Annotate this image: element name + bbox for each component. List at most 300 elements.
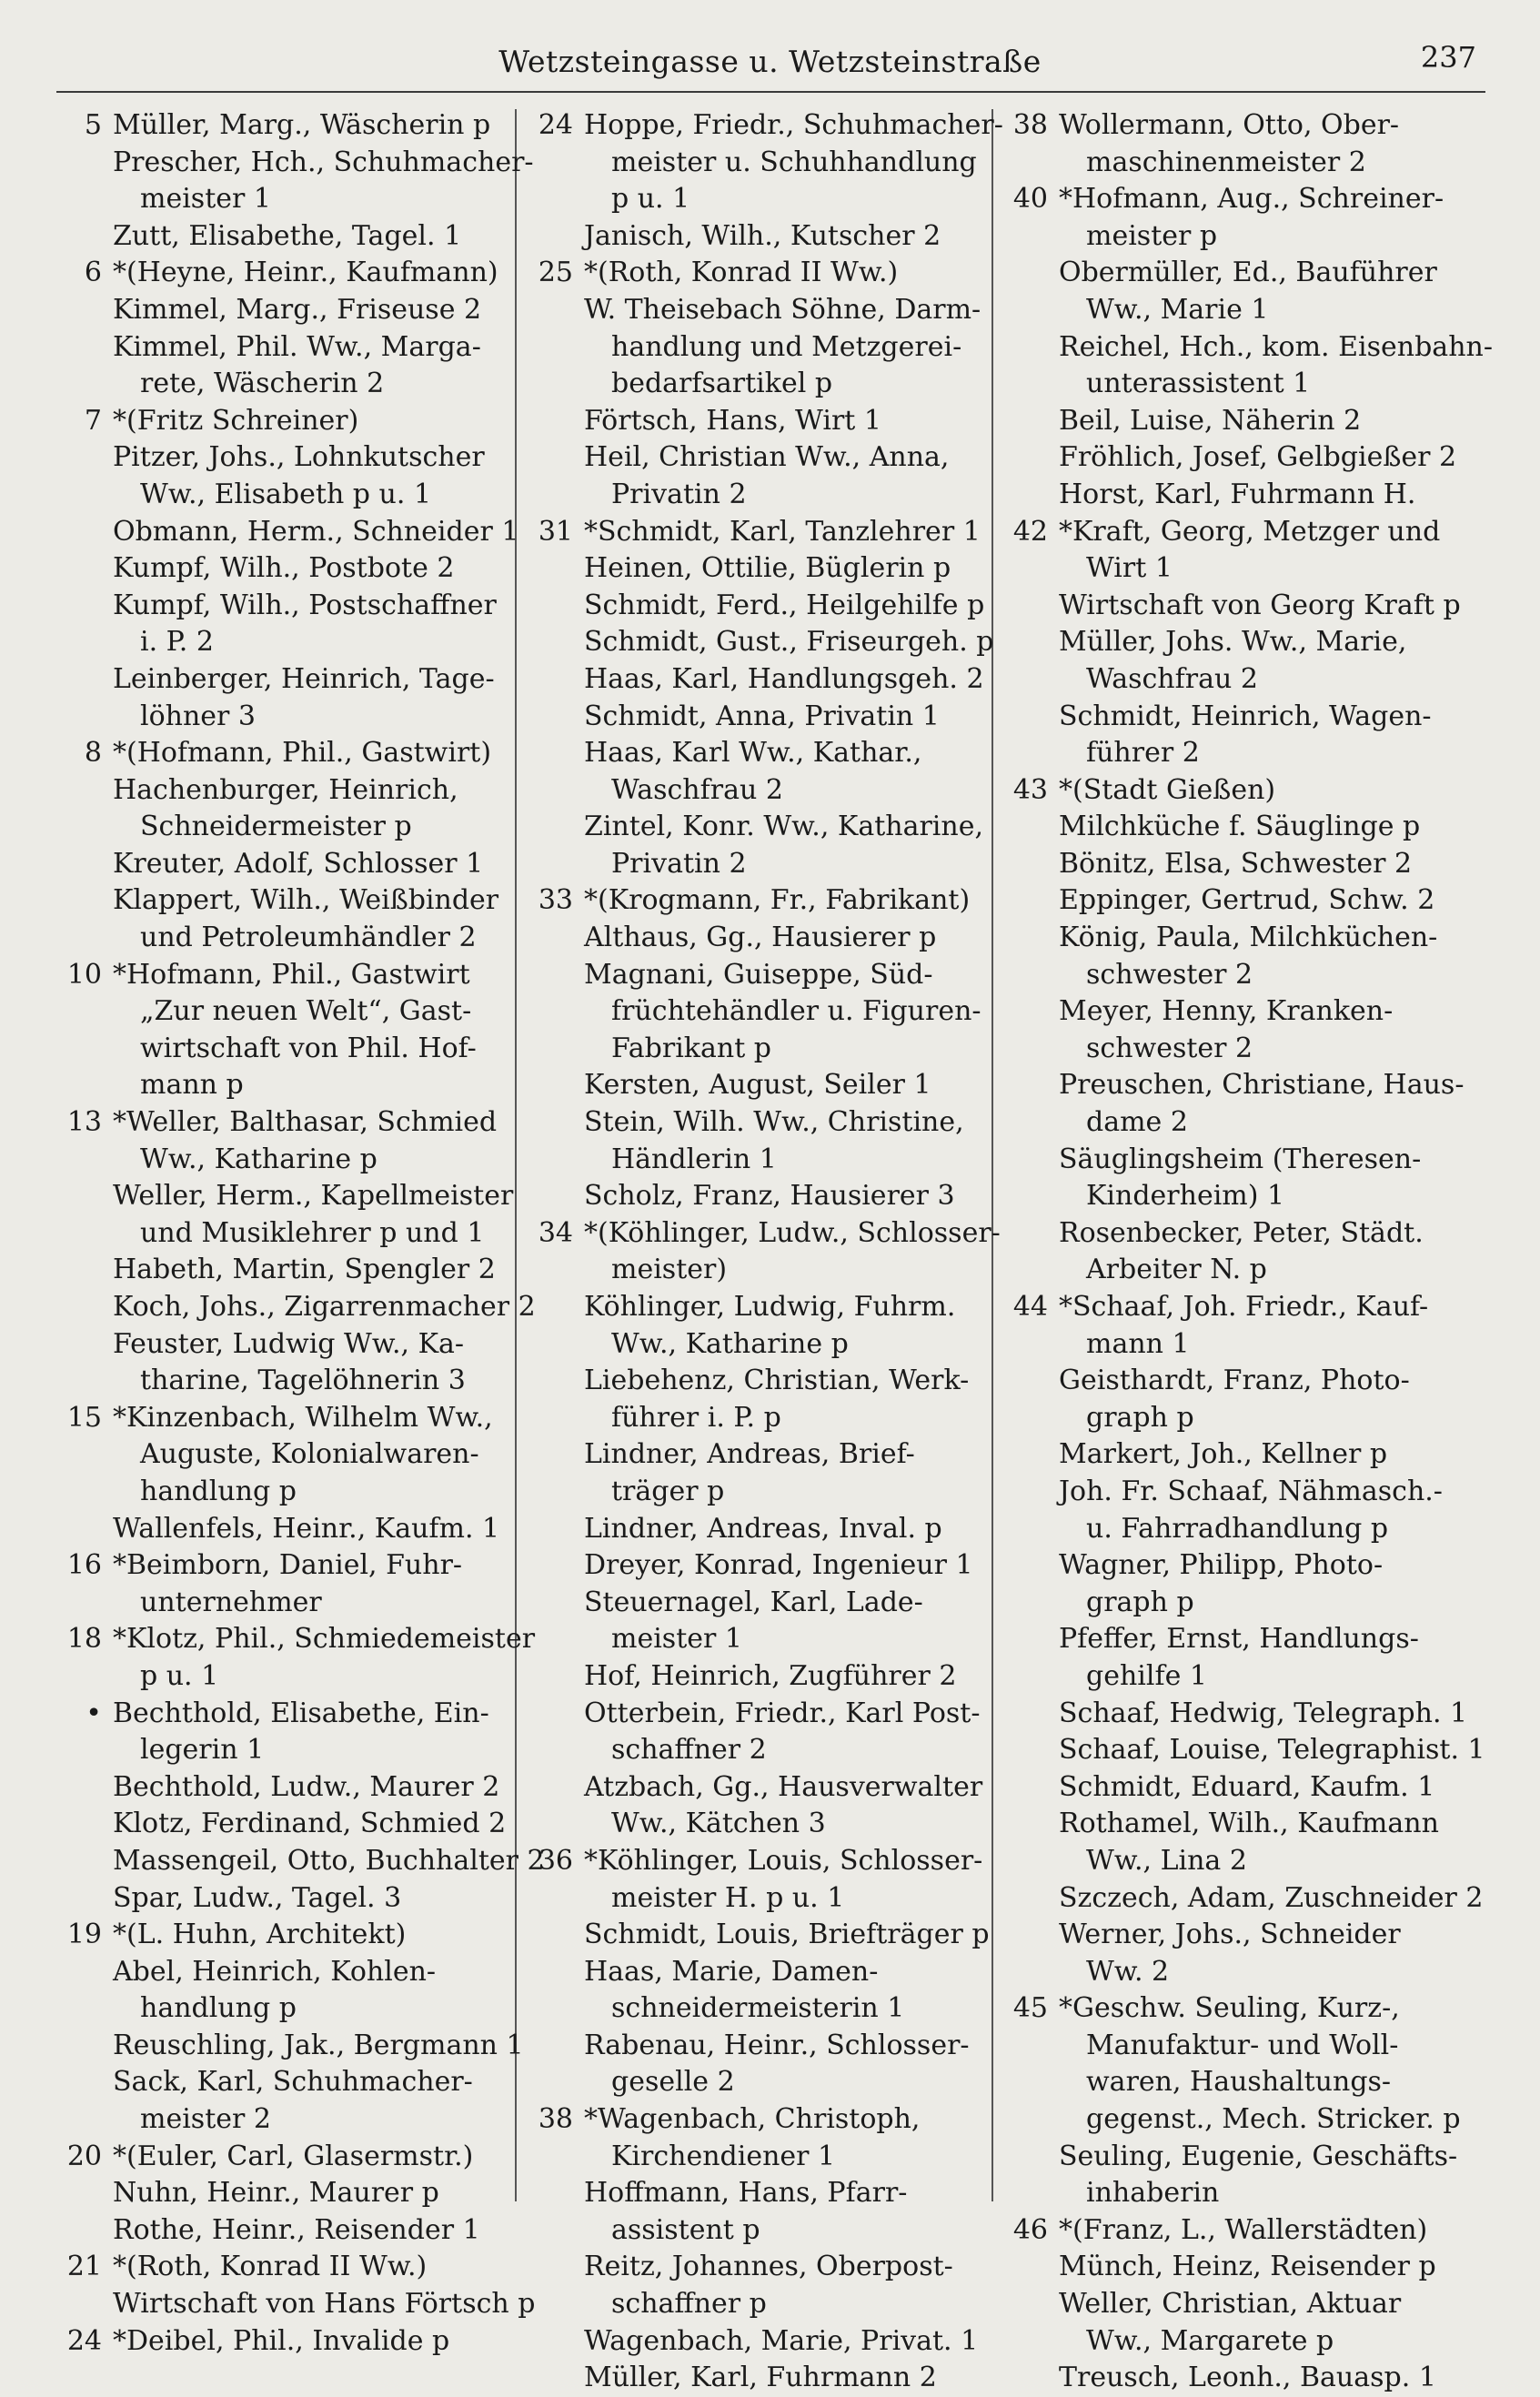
entry-line bbox=[55, 1880, 509, 1918]
entry-continuation: Ww., Katharine p bbox=[611, 1327, 849, 1360]
entry-line bbox=[55, 107, 509, 145]
directory-entry bbox=[55, 1769, 509, 1807]
entry-line bbox=[55, 2101, 509, 2139]
entry-line bbox=[55, 1215, 509, 1253]
entry-continuation: und Musiklehrer p und 1 bbox=[140, 1216, 485, 1249]
entry-line bbox=[55, 218, 509, 256]
directory-entry bbox=[1001, 2139, 1510, 2212]
entry-line bbox=[1001, 588, 1510, 625]
entry-continuation: Arbeiter N. p bbox=[1086, 1254, 1267, 1286]
entry-text: Müller, Marg., Wäscherin p bbox=[113, 109, 491, 141]
entry-line bbox=[55, 1142, 509, 1179]
entry-text: Szczech, Adam, Zuschneider 2 bbox=[1059, 1881, 1484, 1914]
entry-continuation: u. Fahrradhandlung p bbox=[1086, 1512, 1389, 1545]
entry-line bbox=[1001, 1658, 1510, 1696]
entry-text: Wallenfels, Heinr., Kaufm. 1 bbox=[113, 1512, 500, 1545]
entry-line bbox=[1001, 2139, 1510, 2176]
entry-text: Abel, Heinrich, Kohlen- bbox=[113, 1955, 437, 1988]
entry-text: Joh. Fr. Schaaf, Nähmasch.- bbox=[1059, 1475, 1443, 1507]
entry-text: Werner, Johs., Schneider bbox=[1059, 1919, 1401, 1951]
house-number: 38 bbox=[1012, 109, 1048, 141]
directory-entry bbox=[1001, 2286, 1510, 2360]
entry-line bbox=[55, 1843, 545, 1880]
entry-text: *Hofmann, Aug., Schreiner- bbox=[1059, 183, 1444, 216]
entry-text: Schmidt, Anna, Privatin 1 bbox=[584, 700, 940, 732]
entry-line bbox=[526, 920, 990, 957]
entry-continuation: Kinderheim) 1 bbox=[1086, 1180, 1285, 1213]
entry-text: *(Köhlinger, Ludw., Schlosser- bbox=[584, 1216, 1001, 1249]
entry-line bbox=[526, 2139, 990, 2176]
directory-entry bbox=[55, 1621, 536, 1695]
entry-line bbox=[1001, 1696, 1510, 1733]
entry-line bbox=[55, 1769, 509, 1807]
entry-line bbox=[526, 1769, 990, 1807]
house-number: 34 bbox=[538, 1216, 573, 1249]
entry-line bbox=[55, 366, 509, 403]
directory-entry bbox=[1001, 329, 1510, 403]
entry-line bbox=[1001, 255, 1510, 292]
directory-entry bbox=[55, 846, 509, 883]
directory-entry bbox=[1001, 107, 1510, 181]
directory-entry bbox=[526, 107, 1003, 218]
entry-line bbox=[526, 624, 994, 661]
entry-line bbox=[526, 1880, 990, 1918]
directory-entry bbox=[55, 2064, 509, 2138]
entry-text: Otterbein, Friedr., Karl Post- bbox=[584, 1697, 981, 1729]
house-number: 36 bbox=[538, 1844, 573, 1877]
directory-entry bbox=[1001, 1142, 1510, 1215]
entry-text: Obmann, Herm., Schneider 1 bbox=[113, 515, 519, 548]
entry-line bbox=[1001, 1363, 1510, 1400]
entry-text: Haas, Karl, Handlungsgeh. 2 bbox=[584, 662, 984, 695]
entry-line bbox=[526, 2212, 990, 2250]
entry-line bbox=[55, 1954, 509, 1991]
directory-entry bbox=[526, 550, 990, 588]
entry-line bbox=[55, 661, 509, 699]
entry-text: Seuling, Eugenie, Geschäfts- bbox=[1059, 2140, 1458, 2172]
entry-line bbox=[55, 957, 509, 994]
entry-text: Pitzer, Johs., Lohnkutscher bbox=[113, 441, 485, 474]
entry-line bbox=[55, 2212, 509, 2250]
directory-entry bbox=[526, 1511, 990, 1548]
house-number: 40 bbox=[1012, 183, 1048, 216]
entry-text: Heil, Christian Ww., Anna, bbox=[584, 441, 950, 474]
entry-line bbox=[1001, 2028, 1510, 2065]
directory-entry bbox=[526, 2360, 990, 2397]
entry-continuation: Privatin 2 bbox=[611, 847, 747, 880]
directory-entry bbox=[1001, 1732, 1510, 1769]
directory-entry bbox=[526, 255, 990, 292]
directory-entry bbox=[55, 1696, 509, 1769]
entry-continuation: meister 2 bbox=[140, 2103, 271, 2136]
entry-line bbox=[526, 1289, 990, 1326]
entry-line bbox=[526, 439, 990, 477]
entry-text: *(Fritz Schreiner) bbox=[113, 404, 359, 437]
entry-text: Dreyer, Konrad, Ingenieur 1 bbox=[584, 1549, 973, 1582]
entry-continuation: Auguste, Kolonialwaren- bbox=[140, 1438, 479, 1471]
entry-text: Weller, Christian, Aktuar bbox=[1059, 2288, 1402, 2321]
directory-entry bbox=[526, 809, 990, 882]
header-rule bbox=[56, 91, 1485, 93]
directory-entry bbox=[55, 957, 509, 1104]
house-number: 10 bbox=[66, 958, 102, 991]
directory-entry bbox=[526, 1215, 1001, 1289]
entry-line bbox=[1001, 661, 1510, 699]
entry-text: *Hofmann, Phil., Gastwirt bbox=[113, 958, 470, 991]
entry-line bbox=[1001, 1917, 1510, 1954]
entry-line bbox=[526, 1917, 990, 1954]
entry-line bbox=[1001, 1621, 1510, 1658]
entry-text: Schmidt, Eduard, Kaufm. 1 bbox=[1059, 1770, 1435, 1803]
entry-line bbox=[1001, 2064, 1510, 2101]
entry-line bbox=[55, 1732, 509, 1769]
entry-text: *Geschw. Seuling, Kurz-, bbox=[1059, 1992, 1400, 2025]
entry-continuation: maschinenmeister 2 bbox=[1086, 146, 1366, 178]
entry-line bbox=[526, 1363, 990, 1400]
directory-entry bbox=[55, 1326, 509, 1400]
entry-text: *(Stadt Gießen) bbox=[1059, 773, 1276, 806]
entry-line bbox=[526, 1400, 990, 1437]
entry-text: Atzbach, Gg., Hausverwalter bbox=[584, 1770, 983, 1803]
house-number: 18 bbox=[66, 1623, 102, 1656]
entry-line bbox=[526, 1990, 990, 2028]
entry-text: Zintel, Konr. Ww., Katharine, bbox=[584, 811, 984, 843]
entry-line bbox=[526, 588, 990, 625]
entry-text: Beil, Luise, Näherin 2 bbox=[1059, 404, 1362, 437]
directory-entry bbox=[1001, 439, 1510, 477]
entry-continuation: Schneidermeister p bbox=[140, 811, 412, 843]
entry-line bbox=[526, 1326, 990, 1364]
entry-line bbox=[1001, 477, 1510, 514]
directory-entry bbox=[55, 1917, 509, 1954]
entry-continuation: tharine, Tagelöhnerin 3 bbox=[140, 1365, 466, 1397]
directory-entry bbox=[55, 2249, 509, 2286]
entry-line bbox=[55, 1585, 509, 1622]
entry-text: Meyer, Henny, Kranken- bbox=[1059, 995, 1394, 1028]
entry-line bbox=[1001, 920, 1510, 957]
directory-entry bbox=[526, 1363, 990, 1436]
directory-entry bbox=[1001, 1067, 1510, 1141]
entry-line bbox=[1001, 993, 1510, 1031]
house-number: 8 bbox=[84, 737, 102, 770]
entry-line bbox=[1001, 772, 1510, 810]
entry-continuation: Ww., Elisabeth p u. 1 bbox=[140, 478, 432, 510]
entry-text: Bechthold, Elisabethe, Ein- bbox=[113, 1697, 489, 1729]
entry-line bbox=[1001, 1769, 1510, 1807]
entry-text: Wagner, Philipp, Photo- bbox=[1059, 1549, 1384, 1582]
entry-line bbox=[55, 735, 509, 772]
entry-text: Schmidt, Ferd., Heilgehilfe p bbox=[584, 589, 985, 621]
entry-continuation: Ww., Margarete p bbox=[1086, 2324, 1334, 2357]
entry-line bbox=[1001, 1732, 1510, 1769]
entry-continuation: geselle 2 bbox=[611, 2066, 735, 2099]
directory-entry bbox=[526, 1289, 990, 1363]
entry-text: *Köhlinger, Louis, Schlosser- bbox=[584, 1844, 983, 1877]
entry-text: Wollermann, Otto, Ober- bbox=[1059, 109, 1400, 141]
entry-continuation: mann 1 bbox=[1086, 1327, 1190, 1360]
page-number: 237 bbox=[1420, 40, 1476, 75]
entry-text: *(Heyne, Heinr., Kaufmann) bbox=[113, 257, 498, 289]
entry-continuation: meister H. p u. 1 bbox=[611, 1881, 845, 1914]
directory-entry bbox=[1001, 2249, 1510, 2286]
entry-line bbox=[55, 1547, 509, 1585]
entry-line bbox=[526, 1547, 990, 1585]
entry-line bbox=[55, 439, 509, 477]
directory-entry bbox=[1001, 993, 1510, 1067]
directory-entry bbox=[55, 1954, 509, 2028]
directory-entry bbox=[55, 1806, 509, 1843]
entry-line bbox=[526, 2175, 990, 2212]
directory-entry bbox=[526, 699, 990, 736]
entry-line bbox=[55, 2064, 509, 2101]
directory-entry bbox=[55, 1178, 514, 1252]
entry-text: Milchküche f. Säuglinge p bbox=[1059, 811, 1421, 843]
directory-entry bbox=[1001, 1880, 1510, 1918]
entry-continuation: schaffner 2 bbox=[611, 1734, 767, 1767]
house-number: 7 bbox=[84, 404, 102, 437]
entry-line bbox=[526, 699, 990, 736]
directory-entry bbox=[55, 1547, 509, 1621]
entry-continuation: mann p bbox=[140, 1069, 244, 1102]
entry-line bbox=[55, 477, 509, 514]
entry-text: Rabenau, Heinr., Schlosser- bbox=[584, 2029, 970, 2061]
entry-line bbox=[1001, 1954, 1510, 1991]
directory-entry bbox=[1001, 624, 1510, 698]
entry-line bbox=[55, 1806, 509, 1843]
directory-entry bbox=[1001, 699, 1510, 772]
entry-line bbox=[55, 588, 509, 625]
entry-line bbox=[1001, 329, 1510, 367]
entry-line bbox=[55, 145, 534, 182]
directory-entry bbox=[526, 1696, 990, 1769]
entry-text: Münch, Heinz, Reisender p bbox=[1059, 2251, 1436, 2283]
entry-line bbox=[1001, 2286, 1510, 2323]
entry-line bbox=[55, 772, 509, 810]
entry-line bbox=[1001, 699, 1510, 736]
directory-entry bbox=[1001, 1696, 1510, 1733]
directory-entry bbox=[1001, 1621, 1510, 1695]
entry-line bbox=[526, 2101, 990, 2139]
entry-text: Hoppe, Friedr., Schuhmacher- bbox=[584, 109, 1003, 141]
directory-entry bbox=[1001, 809, 1510, 846]
directory-entry bbox=[1001, 514, 1510, 588]
entry-line bbox=[1001, 550, 1510, 588]
entry-text: Prescher, Hch., Schuhmacher- bbox=[113, 146, 534, 178]
entry-line bbox=[1001, 1142, 1510, 1179]
directory-entry bbox=[526, 1658, 990, 1696]
column-divider bbox=[991, 109, 993, 2201]
directory-entry bbox=[1001, 846, 1510, 883]
entry-text: *(L. Huhn, Architekt) bbox=[113, 1919, 407, 1951]
entry-line bbox=[526, 2286, 990, 2323]
entry-text: Heinen, Ottilie, Büglerin p bbox=[584, 552, 951, 585]
house-number: 24 bbox=[66, 2324, 102, 2357]
entry-line bbox=[526, 1658, 990, 1696]
entry-text: *Deibel, Phil., Invalide p bbox=[113, 2324, 450, 2357]
entry-text: Markert, Joh., Kellner p bbox=[1059, 1438, 1388, 1471]
entry-text: Rothe, Heinr., Reisender 1 bbox=[113, 2213, 480, 2246]
entry-line bbox=[526, 957, 990, 994]
entry-continuation: p u. 1 bbox=[611, 183, 690, 216]
entry-continuation: Privatin 2 bbox=[611, 478, 747, 510]
entry-text: Obermüller, Ed., Bauführer bbox=[1059, 257, 1437, 289]
entry-text: *Schaaf, Joh. Friedr., Kauf- bbox=[1059, 1291, 1429, 1323]
entry-continuation: schwester 2 bbox=[1086, 958, 1253, 991]
entry-continuation: Waschfrau 2 bbox=[611, 773, 783, 806]
entry-line bbox=[55, 2286, 536, 2323]
entry-text: Habeth, Martin, Spengler 2 bbox=[113, 1254, 496, 1286]
directory-entry bbox=[55, 2028, 524, 2065]
entry-line bbox=[526, 1031, 990, 1068]
entry-continuation: dame 2 bbox=[1086, 1106, 1188, 1139]
column-3 bbox=[1001, 107, 1510, 2397]
entry-line bbox=[1001, 1326, 1510, 1364]
entry-continuation: bedarfsartikel p bbox=[611, 368, 833, 400]
column-1 bbox=[55, 107, 545, 2360]
entry-line bbox=[55, 1400, 509, 1437]
house-number: 42 bbox=[1012, 515, 1048, 548]
house-number: 31 bbox=[538, 515, 573, 548]
entry-continuation: i. P. 2 bbox=[140, 626, 214, 659]
directory-entry bbox=[55, 1843, 545, 1880]
directory-entry bbox=[55, 403, 509, 440]
entry-line bbox=[526, 1511, 990, 1548]
directory-entry bbox=[1001, 588, 1510, 625]
directory-entry bbox=[55, 145, 534, 218]
entry-text: *Schmidt, Karl, Tanzlehrer 1 bbox=[584, 515, 981, 548]
entry-line bbox=[526, 181, 990, 218]
directory-entry bbox=[1001, 477, 1510, 514]
entry-line bbox=[55, 1621, 536, 1658]
entry-line bbox=[55, 1326, 509, 1364]
entry-line bbox=[526, 550, 990, 588]
directory-entry bbox=[526, 957, 990, 1068]
entry-line bbox=[55, 1178, 514, 1215]
entry-line bbox=[1001, 735, 1510, 772]
entry-line bbox=[526, 366, 990, 403]
entry-text: Leinberger, Heinrich, Tage- bbox=[113, 662, 495, 695]
directory-entry bbox=[526, 1178, 990, 1215]
entry-text: Wagenbach, Marie, Privat. 1 bbox=[584, 2324, 979, 2357]
house-number: 21 bbox=[66, 2251, 102, 2283]
page-header bbox=[55, 40, 1485, 86]
entry-text: Klappert, Wilh., Weißbinder bbox=[113, 884, 499, 917]
entry-text: Schmidt, Gust., Friseurgeh. p bbox=[584, 626, 994, 659]
entry-line bbox=[55, 1511, 509, 1548]
entry-line bbox=[1001, 1031, 1510, 1068]
entry-line bbox=[55, 2175, 509, 2212]
entry-line bbox=[1001, 1400, 1510, 1437]
entry-text: Kumpf, Wilh., Postbote 2 bbox=[113, 552, 455, 585]
house-number: 33 bbox=[538, 884, 573, 917]
directory-entry bbox=[526, 1104, 990, 1178]
entry-continuation: führer 2 bbox=[1086, 737, 1200, 770]
entry-line bbox=[526, 145, 990, 182]
entry-line bbox=[1001, 1585, 1510, 1622]
entry-line bbox=[55, 403, 509, 440]
entry-line bbox=[1001, 1547, 1510, 1585]
directory-entry bbox=[526, 2175, 990, 2249]
entry-line bbox=[526, 1067, 990, 1104]
entry-text: W. Theisebach Söhne, Darm- bbox=[584, 293, 981, 326]
directory-entry bbox=[55, 550, 509, 588]
entry-line bbox=[55, 1474, 509, 1511]
entry-text: Wirtschaft von Hans Förtsch p bbox=[113, 2288, 536, 2321]
entry-line bbox=[55, 292, 509, 329]
entry-continuation: meister 1 bbox=[611, 1623, 742, 1656]
entry-line bbox=[526, 846, 990, 883]
entry-continuation: Wirt 1 bbox=[1086, 552, 1173, 585]
entry-line bbox=[526, 255, 990, 292]
directory-entry bbox=[526, 1769, 990, 1843]
entry-text: Massengeil, Otto, Buchhalter 2 bbox=[113, 1844, 545, 1877]
entry-text: *(Franz, L., Wallerstädten) bbox=[1059, 2213, 1428, 2246]
entry-line bbox=[1001, 292, 1510, 329]
entry-line bbox=[55, 550, 509, 588]
directory-entry bbox=[55, 329, 509, 403]
entry-continuation: Ww., Kätchen 3 bbox=[611, 1808, 826, 1840]
entry-text: Rosenbecker, Peter, Städt. bbox=[1059, 1216, 1424, 1249]
directory-entry bbox=[55, 1880, 509, 1918]
directory-entry bbox=[526, 403, 990, 440]
directory-entry bbox=[55, 735, 509, 772]
entry-text: König, Paula, Milchküchen- bbox=[1059, 922, 1438, 954]
entry-continuation: meister p bbox=[1086, 219, 1218, 252]
entry-line bbox=[526, 2028, 990, 2065]
directory-entry bbox=[1001, 1769, 1510, 1807]
entry-line bbox=[526, 107, 1003, 145]
directory-entry bbox=[1001, 1436, 1510, 1474]
entry-line bbox=[1001, 1252, 1510, 1289]
entry-line bbox=[55, 1104, 509, 1142]
directory-entry bbox=[55, 588, 509, 661]
entry-line bbox=[1001, 2212, 1510, 2250]
entry-text: Reichel, Hch., kom. Eisenbahn- bbox=[1059, 330, 1493, 363]
house-number: 25 bbox=[538, 257, 573, 289]
entry-continuation: und Petroleumhändler 2 bbox=[140, 922, 477, 954]
directory-entry bbox=[55, 1511, 509, 1548]
entry-line bbox=[526, 1474, 990, 1511]
entry-line bbox=[55, 624, 509, 661]
entry-continuation: gehilfe 1 bbox=[1086, 1659, 1207, 1692]
entry-text: Magnani, Guiseppe, Süd- bbox=[584, 958, 933, 991]
entry-text: Treusch, Leonh., Bauasp. 1 bbox=[1059, 2362, 1436, 2394]
directory-entry bbox=[1001, 1363, 1510, 1436]
directory-entry bbox=[526, 2249, 990, 2322]
directory-entry bbox=[526, 1954, 990, 2028]
entry-line bbox=[55, 2249, 509, 2286]
entry-line bbox=[1001, 1990, 1510, 2028]
directory-entry bbox=[55, 255, 509, 292]
directory-entry bbox=[1001, 1806, 1510, 1879]
entry-line bbox=[526, 2360, 990, 2397]
entry-line bbox=[526, 477, 990, 514]
directory-entry bbox=[526, 1436, 990, 1510]
directory-entry bbox=[1001, 2360, 1510, 2397]
directory-entry bbox=[526, 218, 990, 256]
directory-entry bbox=[1001, 1547, 1510, 1621]
entry-continuation: Kirchendiener 1 bbox=[611, 2140, 836, 2172]
entry-continuation: schwester 2 bbox=[1086, 1032, 1253, 1064]
entry-text: *(Roth, Konrad II Ww.) bbox=[584, 257, 899, 289]
entry-text: Kersten, August, Seiler 1 bbox=[584, 1069, 931, 1102]
entry-line bbox=[526, 292, 990, 329]
directory-entry bbox=[1001, 2212, 1510, 2250]
directory-entry bbox=[55, 2212, 509, 2250]
directory-entry bbox=[55, 439, 509, 513]
directory-entry bbox=[1001, 772, 1510, 810]
directory-entry bbox=[55, 1289, 536, 1326]
